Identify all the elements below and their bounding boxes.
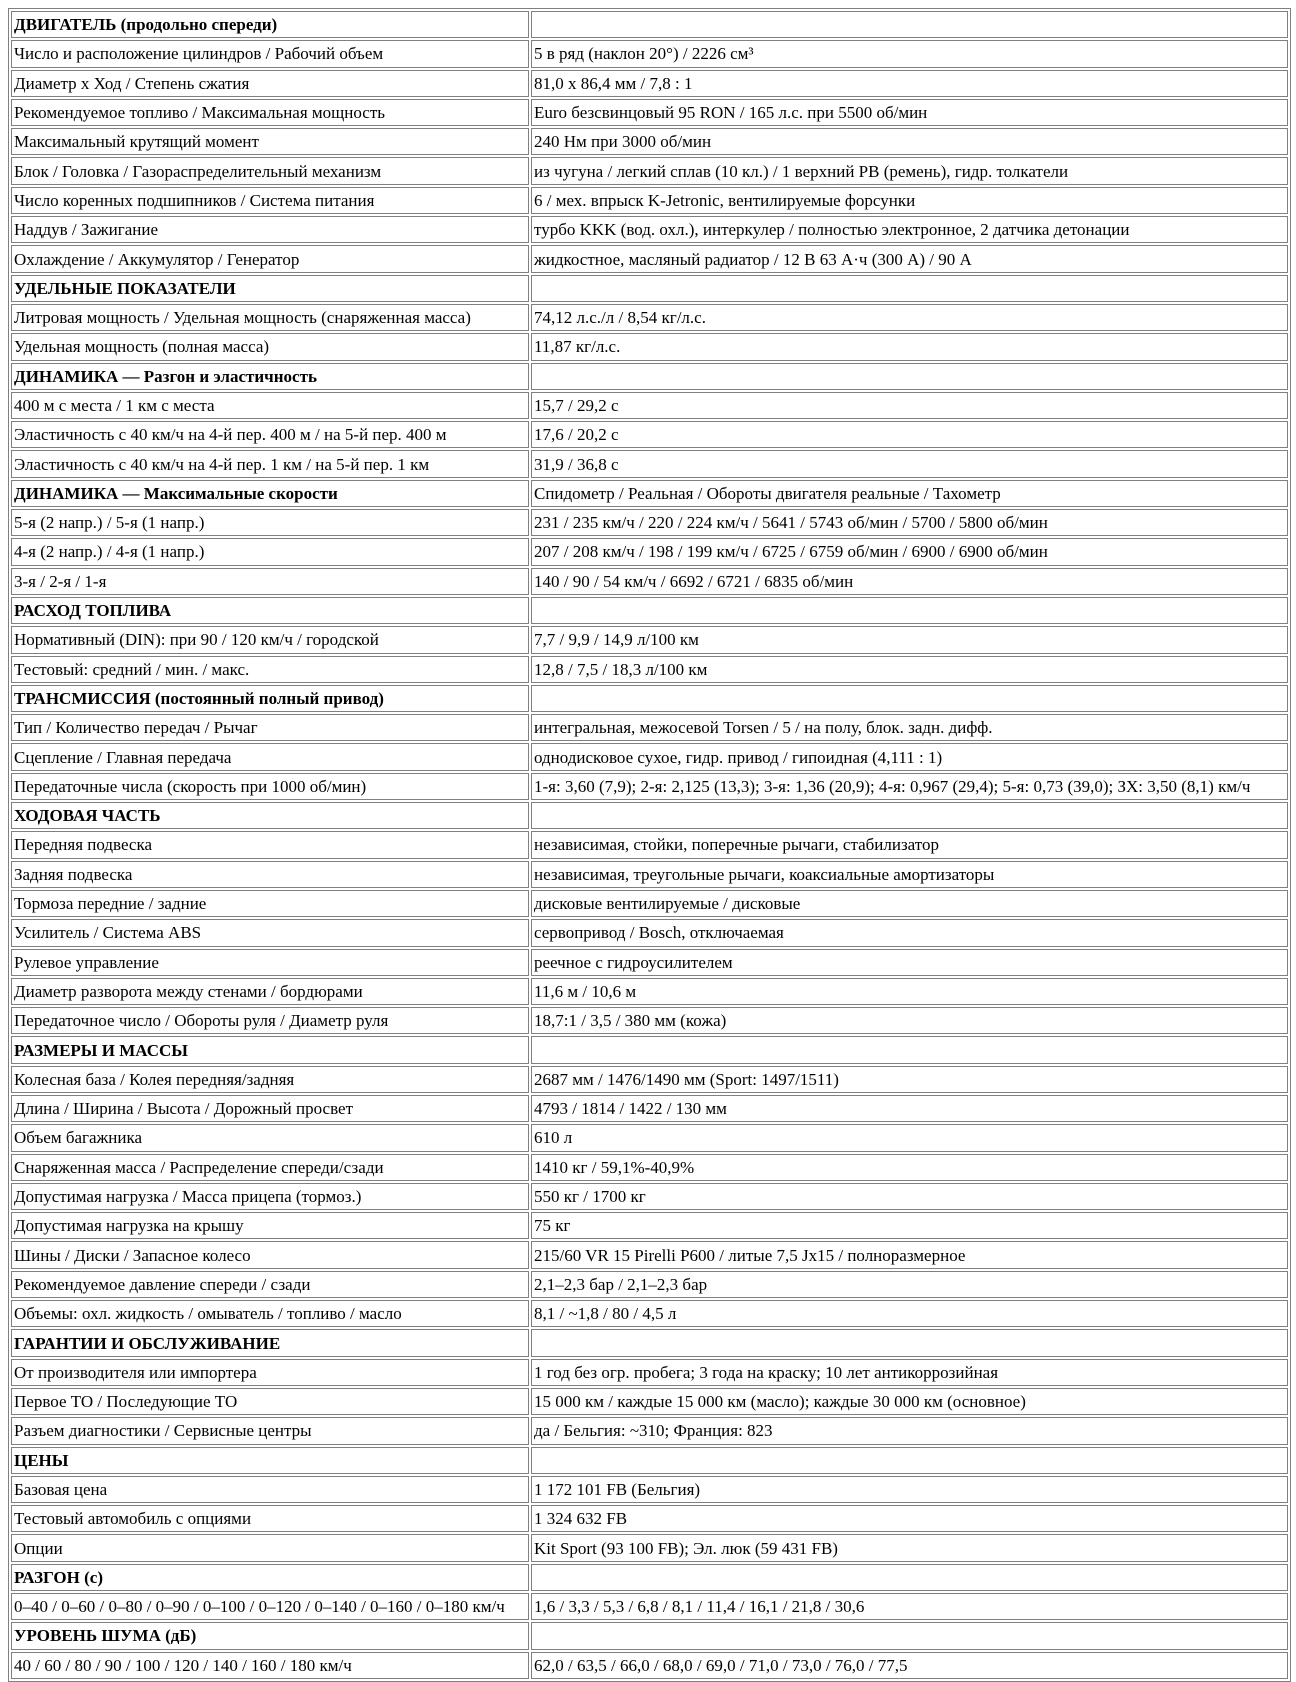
spec-row bbox=[11, 245, 1288, 272]
spec-table bbox=[8, 8, 1291, 1682]
spec-label: Допустимая нагрузка на крышу bbox=[11, 1212, 529, 1239]
section-title: ГАРАНТИИ И ОБСЛУЖИВАНИЕ bbox=[11, 1329, 529, 1356]
spec-row bbox=[11, 831, 1288, 858]
spec-value: 231 / 235 км/ч / 220 / 224 км/ч / 5641 / 5743 об/мин / 5700 / 5800 об/мин bbox=[531, 509, 1288, 536]
spec-label: Максимальный крутящий момент bbox=[11, 128, 529, 155]
spec-label: Литровая мощность / Удельная мощность (снаряженная масса) bbox=[11, 304, 529, 331]
section-title: РАЗГОН (с) bbox=[11, 1564, 529, 1591]
spec-value: 74,12 л.с./л / 8,54 кг/л.с. bbox=[531, 304, 1288, 331]
spec-row bbox=[11, 626, 1288, 653]
spec-label: Наддув / Зажигание bbox=[11, 216, 529, 243]
spec-row bbox=[11, 1124, 1288, 1151]
spec-value: жидкостное, масляный радиатор / 12 В 63 А·ч (300 А) / 90 А bbox=[531, 245, 1288, 272]
section-header-row bbox=[11, 275, 1288, 302]
spec-row bbox=[11, 978, 1288, 1005]
spec-label: Охлаждение / Аккумулятор / Генератор bbox=[11, 245, 529, 272]
spec-row bbox=[11, 1534, 1288, 1561]
section-header-row bbox=[11, 11, 1288, 38]
spec-row bbox=[11, 1476, 1288, 1503]
section-header-row bbox=[11, 363, 1288, 390]
spec-label: Снаряженная масса / Распределение спереди/сзади bbox=[11, 1154, 529, 1181]
spec-label: 0–40 / 0–60 / 0–80 / 0–90 / 0–100 / 0–120 / 0–140 / 0–160 / 0–180 км/ч bbox=[11, 1593, 529, 1620]
spec-value: дисковые вентилируемые / дисковые bbox=[531, 890, 1288, 917]
spec-row bbox=[11, 1095, 1288, 1122]
section-value bbox=[531, 275, 1288, 302]
spec-row bbox=[11, 99, 1288, 126]
spec-value: Kit Sport (93 100 FB); Эл. люк (59 431 FB) bbox=[531, 1534, 1288, 1561]
section-header-row bbox=[11, 480, 1288, 507]
spec-value: интегральная, межосевой Torsen / 5 / на полу, блок. задн. дифф. bbox=[531, 714, 1288, 741]
spec-row bbox=[11, 890, 1288, 917]
section-header-row bbox=[11, 1329, 1288, 1356]
spec-value: 12,8 / 7,5 / 18,3 л/100 км bbox=[531, 656, 1288, 683]
spec-row bbox=[11, 656, 1288, 683]
section-title: РАСХОД ТОПЛИВА bbox=[11, 597, 529, 624]
spec-value: реечное с гидроусилителем bbox=[531, 949, 1288, 976]
spec-label: Число коренных подшипников / Система питания bbox=[11, 187, 529, 214]
section-value bbox=[531, 363, 1288, 390]
spec-row bbox=[11, 1183, 1288, 1210]
spec-row bbox=[11, 714, 1288, 741]
spec-row bbox=[11, 421, 1288, 448]
spec-value: 1,6 / 3,3 / 5,3 / 6,8 / 8,1 / 11,4 / 16,1 / 21,8 / 30,6 bbox=[531, 1593, 1288, 1620]
section-header-row bbox=[11, 1447, 1288, 1474]
spec-value: 610 л bbox=[531, 1124, 1288, 1151]
spec-row bbox=[11, 568, 1288, 595]
spec-value: 11,87 кг/л.с. bbox=[531, 333, 1288, 360]
spec-value: 75 кг bbox=[531, 1212, 1288, 1239]
spec-row bbox=[11, 1359, 1288, 1386]
spec-row bbox=[11, 509, 1288, 536]
spec-label: Удельная мощность (полная масса) bbox=[11, 333, 529, 360]
section-title: УРОВЕНЬ ШУМА (дБ) bbox=[11, 1622, 529, 1649]
spec-label: Тестовый: средний / мин. / макс. bbox=[11, 656, 529, 683]
spec-row bbox=[11, 1505, 1288, 1532]
spec-label: Рекомендуемое давление спереди / сзади bbox=[11, 1271, 529, 1298]
spec-value: 550 кг / 1700 кг bbox=[531, 1183, 1288, 1210]
spec-label: Диаметр х Ход / Степень сжатия bbox=[11, 70, 529, 97]
spec-row bbox=[11, 128, 1288, 155]
spec-row bbox=[11, 1212, 1288, 1239]
spec-value: 240 Нм при 3000 об/мин bbox=[531, 128, 1288, 155]
spec-label: Эластичность с 40 км/ч на 4-й пер. 400 м / на 5-й пер. 400 м bbox=[11, 421, 529, 448]
spec-row bbox=[11, 1066, 1288, 1093]
section-title: ДИНАМИКА — Максимальные скорости bbox=[11, 480, 529, 507]
section-title: УДЕЛЬНЫЕ ПОКАЗАТЕЛИ bbox=[11, 275, 529, 302]
spec-row bbox=[11, 304, 1288, 331]
spec-value: 18,7:1 / 3,5 / 380 мм (кожа) bbox=[531, 1007, 1288, 1034]
spec-row bbox=[11, 773, 1288, 800]
section-value bbox=[531, 1622, 1288, 1649]
spec-row bbox=[11, 919, 1288, 946]
spec-label: Блок / Головка / Газораспределительный механизм bbox=[11, 157, 529, 184]
spec-label: От производителя или импортера bbox=[11, 1359, 529, 1386]
section-value bbox=[531, 597, 1288, 624]
spec-label: Эластичность с 40 км/ч на 4-й пер. 1 км / на 5-й пер. 1 км bbox=[11, 450, 529, 477]
section-value bbox=[531, 1329, 1288, 1356]
spec-value: Euro безсвинцовый 95 RON / 165 л.с. при 5500 об/мин bbox=[531, 99, 1288, 126]
spec-row bbox=[11, 187, 1288, 214]
spec-value: из чугуна / легкий сплав (10 кл.) / 1 верхний РВ (ремень), гидр. толкатели bbox=[531, 157, 1288, 184]
spec-label: Рекомендуемое топливо / Максимальная мощность bbox=[11, 99, 529, 126]
spec-label: Рулевое управление bbox=[11, 949, 529, 976]
spec-row bbox=[11, 157, 1288, 184]
spec-label: Тормоза передние / задние bbox=[11, 890, 529, 917]
spec-row bbox=[11, 861, 1288, 888]
spec-row bbox=[11, 1271, 1288, 1298]
section-header-row bbox=[11, 802, 1288, 829]
spec-value: 140 / 90 / 54 км/ч / 6692 / 6721 / 6835 об/мин bbox=[531, 568, 1288, 595]
spec-label: Диаметр разворота между стенами / бордюрами bbox=[11, 978, 529, 1005]
section-header-row bbox=[11, 1036, 1288, 1063]
spec-label: Первое ТО / Последующие ТО bbox=[11, 1388, 529, 1415]
spec-table-body bbox=[11, 11, 1288, 1679]
spec-row bbox=[11, 949, 1288, 976]
spec-value: 15 000 км / каждые 15 000 км (масло); каждые 30 000 км (основное) bbox=[531, 1388, 1288, 1415]
spec-label: Число и расположение цилиндров / Рабочий объем bbox=[11, 40, 529, 67]
spec-row bbox=[11, 1241, 1288, 1268]
section-title: ДИНАМИКА — Разгон и эластичность bbox=[11, 363, 529, 390]
spec-value: независимая, стойки, поперечные рычаги, стабилизатор bbox=[531, 831, 1288, 858]
spec-row bbox=[11, 216, 1288, 243]
section-title: ХОДОВАЯ ЧАСТЬ bbox=[11, 802, 529, 829]
spec-value: сервопривод / Bosch, отключаемая bbox=[531, 919, 1288, 946]
spec-label: Объем багажника bbox=[11, 1124, 529, 1151]
spec-row bbox=[11, 1652, 1288, 1679]
section-value: Спидометр / Реальная / Обороты двигателя реальные / Тахометр bbox=[531, 480, 1288, 507]
spec-value: 1 год без огр. пробега; 3 года на краску; 10 лет антикоррозийная bbox=[531, 1359, 1288, 1386]
spec-label: Допустимая нагрузка / Масса прицепа (тормоз.) bbox=[11, 1183, 529, 1210]
spec-row bbox=[11, 392, 1288, 419]
section-value bbox=[531, 802, 1288, 829]
spec-value: 8,1 / ~1,8 / 80 / 4,5 л bbox=[531, 1300, 1288, 1327]
spec-value: 81,0 х 86,4 мм / 7,8 : 1 bbox=[531, 70, 1288, 97]
spec-row bbox=[11, 333, 1288, 360]
spec-value: 11,6 м / 10,6 м bbox=[531, 978, 1288, 1005]
section-value bbox=[531, 11, 1288, 38]
spec-value: 1410 кг / 59,1%-40,9% bbox=[531, 1154, 1288, 1181]
spec-row bbox=[11, 70, 1288, 97]
spec-value: да / Бельгия: ~310; Франция: 823 bbox=[531, 1417, 1288, 1444]
spec-value: 2,1–2,3 бар / 2,1–2,3 бар bbox=[531, 1271, 1288, 1298]
spec-label: Объемы: охл. жидкость / омыватель / топливо / масло bbox=[11, 1300, 529, 1327]
spec-label: 5-я (2 напр.) / 5-я (1 напр.) bbox=[11, 509, 529, 536]
spec-label: Колесная база / Колея передняя/задняя bbox=[11, 1066, 529, 1093]
spec-label: 4-я (2 напр.) / 4-я (1 напр.) bbox=[11, 538, 529, 565]
spec-row bbox=[11, 450, 1288, 477]
spec-row bbox=[11, 1388, 1288, 1415]
spec-label: Задняя подвеска bbox=[11, 861, 529, 888]
spec-label: Нормативный (DIN): при 90 / 120 км/ч / городской bbox=[11, 626, 529, 653]
spec-label: Усилитель / Система ABS bbox=[11, 919, 529, 946]
spec-value: 1-я: 3,60 (7,9); 2-я: 2,125 (13,3); 3-я: 1,36 (20,9); 4-я: 0,967 (29,4); 5-я: 0,73 (39,0); ЗХ: 3,50 (8,1) км/ч bbox=[531, 773, 1288, 800]
spec-row bbox=[11, 743, 1288, 770]
spec-label: Передаточное число / Обороты руля / Диаметр руля bbox=[11, 1007, 529, 1034]
spec-value: 1 172 101 FB (Бельгия) bbox=[531, 1476, 1288, 1503]
spec-row bbox=[11, 40, 1288, 67]
section-value bbox=[531, 1036, 1288, 1063]
spec-label: Длина / Ширина / Высота / Дорожный просвет bbox=[11, 1095, 529, 1122]
section-title: ДВИГАТЕЛЬ (продольно спереди) bbox=[11, 11, 529, 38]
spec-value: 5 в ряд (наклон 20°) / 2226 см³ bbox=[531, 40, 1288, 67]
section-value bbox=[531, 685, 1288, 712]
spec-value: 2687 мм / 1476/1490 мм (Sport: 1497/1511) bbox=[531, 1066, 1288, 1093]
spec-value: турбо KKK (вод. охл.), интеркулер / полностью электронное, 2 датчика детонации bbox=[531, 216, 1288, 243]
spec-value: однодисковое сухое, гидр. привод / гипоидная (4,111 : 1) bbox=[531, 743, 1288, 770]
section-title: РАЗМЕРЫ И МАССЫ bbox=[11, 1036, 529, 1063]
spec-label: Сцепление / Главная передача bbox=[11, 743, 529, 770]
spec-label: Разъем диагностики / Сервисные центры bbox=[11, 1417, 529, 1444]
spec-value: 17,6 / 20,2 с bbox=[531, 421, 1288, 448]
section-value bbox=[531, 1447, 1288, 1474]
spec-value: 7,7 / 9,9 / 14,9 л/100 км bbox=[531, 626, 1288, 653]
spec-row bbox=[11, 538, 1288, 565]
section-value bbox=[531, 1564, 1288, 1591]
spec-value: 1 324 632 FB bbox=[531, 1505, 1288, 1532]
spec-row bbox=[11, 1300, 1288, 1327]
spec-row bbox=[11, 1593, 1288, 1620]
spec-row bbox=[11, 1154, 1288, 1181]
spec-value: 31,9 / 36,8 с bbox=[531, 450, 1288, 477]
section-header-row bbox=[11, 597, 1288, 624]
spec-label: Шины / Диски / Запасное колесо bbox=[11, 1241, 529, 1268]
spec-label: 400 м с места / 1 км с места bbox=[11, 392, 529, 419]
spec-label: Базовая цена bbox=[11, 1476, 529, 1503]
spec-value: 6 / мех. впрыск K-Jetronic, вентилируемые форсунки bbox=[531, 187, 1288, 214]
spec-label: Опции bbox=[11, 1534, 529, 1561]
spec-label: Передаточные числа (скорость при 1000 об/мин) bbox=[11, 773, 529, 800]
spec-value: 62,0 / 63,5 / 66,0 / 68,0 / 69,0 / 71,0 / 73,0 / 76,0 / 77,5 bbox=[531, 1652, 1288, 1679]
spec-value: 215/60 VR 15 Pirelli P600 / литые 7,5 Jx15 / полноразмерное bbox=[531, 1241, 1288, 1268]
spec-row bbox=[11, 1007, 1288, 1034]
spec-label: Передняя подвеска bbox=[11, 831, 529, 858]
section-header-row bbox=[11, 685, 1288, 712]
spec-value: 4793 / 1814 / 1422 / 130 мм bbox=[531, 1095, 1288, 1122]
spec-label: Тестовый автомобиль с опциями bbox=[11, 1505, 529, 1532]
spec-value: 207 / 208 км/ч / 198 / 199 км/ч / 6725 / 6759 об/мин / 6900 / 6900 об/мин bbox=[531, 538, 1288, 565]
spec-label: Тип / Количество передач / Рычаг bbox=[11, 714, 529, 741]
spec-row bbox=[11, 1417, 1288, 1444]
section-header-row bbox=[11, 1564, 1288, 1591]
spec-value: независимая, треугольные рычаги, коаксиальные амортизаторы bbox=[531, 861, 1288, 888]
spec-label: 3-я / 2-я / 1-я bbox=[11, 568, 529, 595]
section-title: ТРАНСМИССИЯ (постоянный полный привод) bbox=[11, 685, 529, 712]
spec-label: 40 / 60 / 80 / 90 / 100 / 120 / 140 / 160 / 180 км/ч bbox=[11, 1652, 529, 1679]
section-header-row bbox=[11, 1622, 1288, 1649]
spec-value: 15,7 / 29,2 с bbox=[531, 392, 1288, 419]
section-title: ЦЕНЫ bbox=[11, 1447, 529, 1474]
